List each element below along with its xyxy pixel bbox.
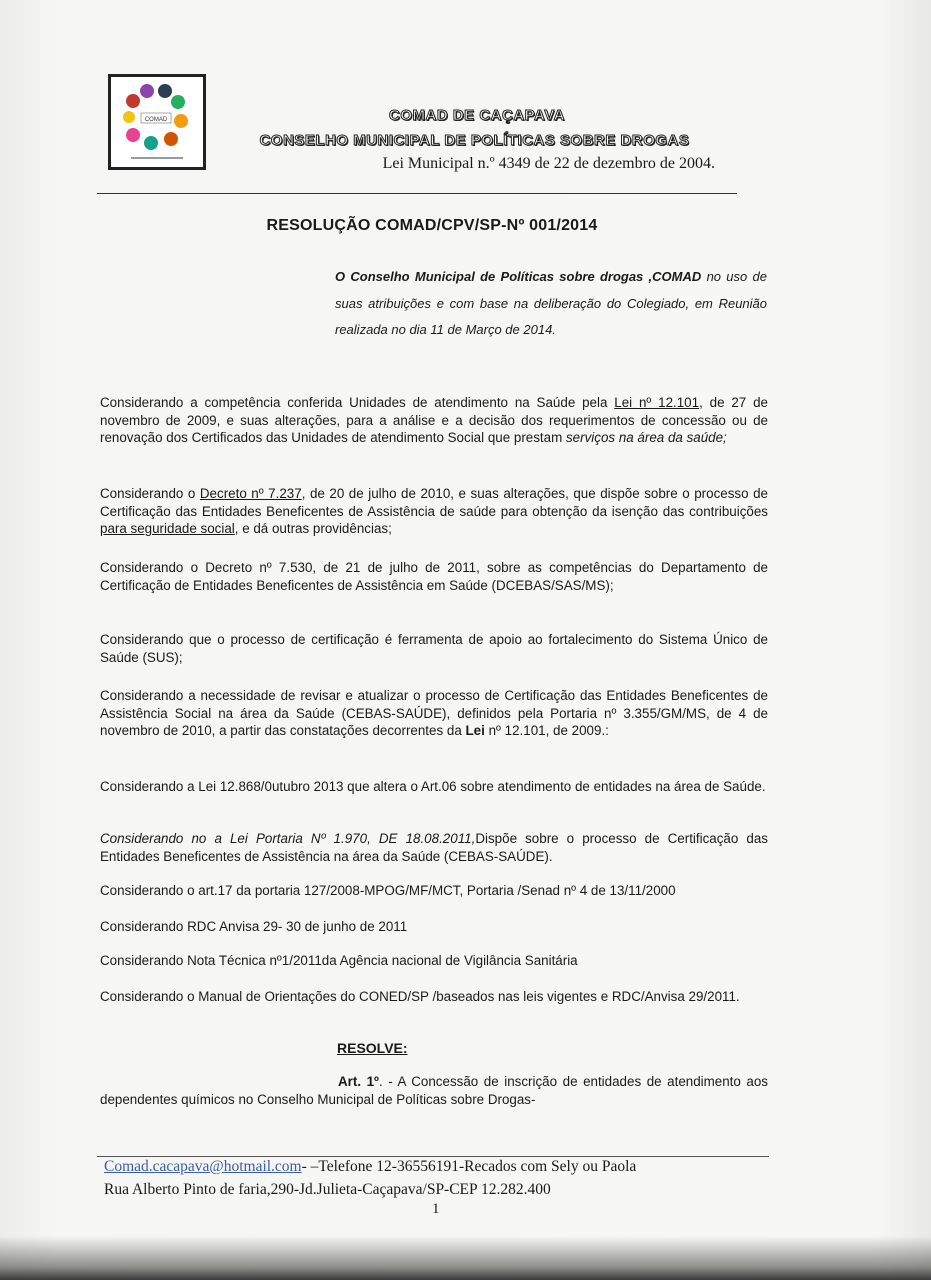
- comad-logo: [108, 74, 206, 170]
- preamble-lead: O Conselho Municipal de Políticas sobre drogas ,COMAD: [335, 269, 702, 284]
- paragraph-10: Considerando Nota Técnica nº1/2011da Agência nacional de Vigilância Sanitária: [100, 953, 578, 968]
- p2-seguridade-link[interactable]: para seguridade social: [100, 521, 235, 536]
- p7-text-a: Considerando no a Lei Portaria Nº 1.970, DE 18.08.2011,: [100, 831, 476, 846]
- paragraph-3: Considerando o Decreto nº 7.530, de 21 de julho de 2011, sobre as competências do Departamento de Certificação de Entidades Beneficentes de Assistência em Saúde (DCEBAS/SAS/MS);: [100, 560, 768, 593]
- article-1: [100, 1073, 768, 1109]
- article-text: . - A Concessão de inscrição de entidades de atendimento aos dependentes químicos no Conselho Municipal de Políticas sobre Drogas-: [100, 1074, 768, 1107]
- paragraph-9: Considerando RDC Anvisa 29- 30 de junho de 2011: [100, 919, 408, 934]
- paragraph-2: [100, 485, 768, 538]
- p2-text-b: , de 20 de julho de 2010, e suas alterações, que dispõe sobre o processo de Certificação das Entidades Beneficentes de Assistência de saúde para obtenção da isenção das contribuições: [100, 486, 768, 519]
- p5-bold: Lei: [465, 723, 485, 738]
- resolve-heading: RESOLVE:: [337, 1040, 408, 1056]
- org-name: COMAD DE CAÇAPAVA: [389, 107, 565, 124]
- p1-text-c: serviços na área da saúde;: [565, 430, 727, 445]
- p2-decree-link[interactable]: Decreto nº 7.237: [199, 486, 302, 501]
- paragraph-11: Considerando o Manual de Orientações do CONED/SP /baseados nas leis vigentes e RDC/Anvisa 29/2011.: [100, 989, 740, 1004]
- p5-text-b: nº 12.101, de 2009.:: [484, 723, 609, 738]
- footer-email-link[interactable]: Comad.cacapava@hotmail.com: [104, 1158, 302, 1175]
- article-label: Art. 1º: [338, 1074, 379, 1089]
- footer-divider: [97, 1156, 769, 1157]
- p1-text-b: , de 27 de novembro de 2009, e suas alterações, para a análise e a decisão dos requerimentos de concessão ou de renovação dos Certificados das Unidades de atendimento Social que prestam: [100, 395, 768, 445]
- hands-circle-icon: [111, 77, 203, 167]
- scan-shadow: [0, 1236, 931, 1280]
- paragraph-6: Considerando a Lei 12.868/0utubro 2013 que altera o Art.06 sobre atendimento de entidades na área de Saúde.: [100, 779, 766, 794]
- paragraph-7: [100, 830, 768, 865]
- resolution-title: RESOLUÇÃO COMAD/CPV/SP-Nº 001/2014: [266, 217, 598, 234]
- logo-label: COMAD: [144, 117, 168, 123]
- paragraph-8: Considerando o art.17 da portaria 127/2008-MPOG/MF/MCT, Portaria /Senad nº 4 de 13/11/2000: [100, 883, 676, 898]
- municipal-law: Lei Municipal n.º 4349 de 22 de dezembro de 2004.: [382, 155, 715, 172]
- p1-text-a: Considerando a competência conferida Unidades de atendimento na Saúde pela: [100, 395, 615, 410]
- footer-contact: [104, 1158, 636, 1176]
- p2-text-c: , e dá outras providências;: [234, 521, 392, 536]
- p2-text-a: Considerando o: [100, 486, 200, 501]
- p1-law-link[interactable]: Lei nº 12.101: [614, 395, 700, 410]
- council-name: CONSELHO MUNICIPAL DE POLÍTICAS SOBRE DROGAS: [259, 132, 690, 149]
- paragraph-4: Considerando que o processo de certificação é ferramenta de apoio ao fortalecimento do Sistema Único de Saúde (SUS);: [100, 632, 768, 665]
- paragraph-5: [100, 687, 768, 740]
- footer-phone: - –Telefone 12-36556191-Recados com Sely ou Paola: [301, 1158, 637, 1175]
- preamble: [335, 264, 767, 344]
- page-number: 1: [432, 1201, 440, 1217]
- header-divider: [97, 193, 737, 194]
- preamble-text: no uso de suas atribuições e com base na deliberação do Colegiado, em Reunião realizada no dia 11 de Março de 2014.: [335, 269, 767, 337]
- paragraph-1: [100, 394, 768, 447]
- p7-text-b: Dispõe sobre o processo de Certificação das Entidades Beneficentes de Assistência na área da Saúde (CEBAS-SAÚDE).: [100, 831, 768, 864]
- p5-text-a: Considerando a necessidade de revisar e atualizar o processo de Certificação das Entidades Beneficentes de Assistência Social na área da Saúde (CEBAS-SAÚDE), definidos pela Portaria nº 3.355/GM/MS, de 4 de novembro de 2010, a partir das constatações decorrentes da: [100, 688, 768, 738]
- footer-address: Rua Alberto Pinto de faria,290-Jd.Julieta-Caçapava/SP-CEP 12.282.400: [104, 1181, 551, 1198]
